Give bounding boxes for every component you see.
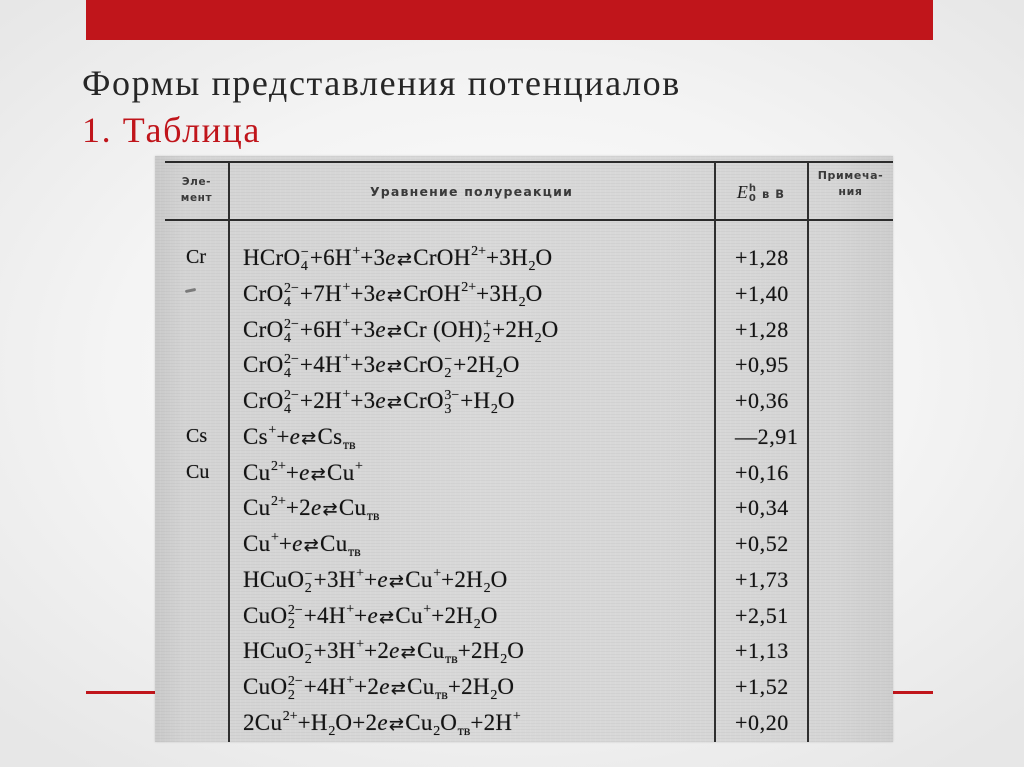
formula-subscript: 2 <box>495 366 503 382</box>
formula-text: +2H <box>492 316 535 342</box>
formula-subscript: 2 <box>433 723 441 739</box>
formula-superscript: 2+ <box>270 494 286 510</box>
header-notes <box>808 168 893 200</box>
formula-text: + <box>278 531 293 556</box>
formula-text: CrO <box>243 388 284 413</box>
formula-text: +2H <box>457 638 500 664</box>
formula-subscript: 2 <box>473 616 481 632</box>
potential-value: +0,34 <box>735 495 789 521</box>
formula-text: +3H <box>313 638 356 664</box>
equilibrium-arrow: ⇄ <box>386 356 403 378</box>
formula-text: Cu <box>243 495 271 521</box>
formula-subscript: 2 <box>287 616 295 632</box>
formula-text: O <box>525 280 543 306</box>
formula-text: CuO <box>243 602 288 628</box>
formula-superscript: 2+ <box>461 279 477 295</box>
formula-superscript: + <box>346 673 355 688</box>
formula-subscript: 2 <box>518 294 526 310</box>
formula-text: +H <box>297 709 328 735</box>
element-cell: Cr <box>186 246 206 268</box>
electron-symbol: e <box>389 638 400 664</box>
formula-subscript: 4 <box>284 402 292 417</box>
electron-symbol: e <box>375 388 386 413</box>
header-element-line-2: мент <box>180 192 213 204</box>
electron-symbol: e <box>289 423 301 449</box>
formula-text: Cs <box>243 423 268 449</box>
formula-subscript: 2 <box>528 259 536 274</box>
formula-text: +4H <box>303 602 346 628</box>
potential-value: +1,13 <box>735 638 789 664</box>
equation-cell <box>243 240 552 276</box>
formula-indices <box>305 639 313 667</box>
formula-superscript: 2− <box>287 674 303 689</box>
potential-symbol: E <box>736 182 748 202</box>
potential-value: +0,20 <box>735 709 789 735</box>
potential-value: +1,28 <box>735 316 789 342</box>
formula-superscript: 2− <box>287 602 303 618</box>
formula-text: CuO <box>243 674 288 699</box>
formula-subscript: 4 <box>284 366 292 382</box>
formula-text: O <box>440 709 458 735</box>
formula-indices <box>288 604 303 632</box>
equilibrium-arrow: ⇄ <box>400 642 417 664</box>
formula-text: O <box>497 388 515 413</box>
element-cell: Cu <box>186 460 210 483</box>
equation-cell <box>243 490 380 526</box>
formula-subscript: тв <box>457 723 471 739</box>
formula-text: O <box>480 602 498 628</box>
table-row <box>155 705 893 741</box>
formula-superscript: + <box>342 351 351 367</box>
formula-text: +6H <box>299 316 342 342</box>
formula-superscript: + <box>512 708 521 724</box>
formula-superscript: − <box>300 245 309 260</box>
formula-text: O <box>502 352 520 378</box>
formula-text: +2H <box>470 709 513 735</box>
formula-text: O+2 <box>335 709 378 735</box>
equilibrium-arrow: ⇄ <box>386 320 403 342</box>
table-row <box>155 240 893 276</box>
formula-text: Cu <box>243 459 271 485</box>
formula-text: +H <box>460 388 491 413</box>
formula-superscript: + <box>346 601 355 617</box>
formula-subscript: тв <box>348 545 361 560</box>
formula-text: +2H <box>299 388 342 413</box>
formula-indices <box>301 246 309 274</box>
formula-text: CrO <box>243 280 284 306</box>
formula-text: Cu <box>243 531 271 556</box>
formula-text: +2H <box>447 674 490 699</box>
formula-superscript: 2+ <box>471 244 487 259</box>
header-element-line-1: Эле- <box>181 176 212 188</box>
electron-symbol: e <box>375 316 386 342</box>
formula-text: Cu <box>405 709 433 735</box>
formula-indices <box>444 353 452 381</box>
equilibrium-arrow: ⇄ <box>303 535 320 556</box>
formula-text: Cr (OH) <box>403 316 483 342</box>
element-cell: Cs <box>186 424 208 447</box>
equilibrium-arrow: ⇄ <box>390 678 407 699</box>
formula-superscript: + <box>483 316 492 332</box>
formula-superscript: − <box>304 566 313 582</box>
formula-subscript: тв <box>342 437 356 453</box>
formula-superscript: 3− <box>444 388 460 403</box>
formula-indices <box>284 318 299 346</box>
formula-text: CrO <box>403 388 444 413</box>
formula-superscript: + <box>356 565 365 581</box>
equation-cell <box>243 419 356 455</box>
equation-cell <box>243 633 524 669</box>
formula-text: Cu <box>395 602 423 628</box>
formula-text: Cu <box>320 531 348 556</box>
formula-text: +3H <box>476 280 519 306</box>
electron-symbol: e <box>299 459 310 485</box>
formula-text: CrO <box>403 352 444 378</box>
formula-text: Cu <box>417 638 445 664</box>
potential-indices <box>749 184 756 204</box>
electron-symbol: e <box>385 245 396 270</box>
formula-text: +2H <box>431 602 474 628</box>
equilibrium-arrow: ⇄ <box>301 427 317 449</box>
formula-indices <box>444 389 459 417</box>
formula-text: + <box>285 459 300 485</box>
formula-superscript: 2− <box>284 280 299 296</box>
formula-text: +3 <box>360 245 386 270</box>
electron-symbol: e <box>377 709 388 735</box>
electron-symbol: e <box>310 495 322 521</box>
formula-text: +4H <box>299 352 342 378</box>
formula-subscript: 4 <box>300 259 308 274</box>
header-element <box>165 174 228 206</box>
formula-superscript: + <box>355 458 363 474</box>
formula-text: +3H <box>313 566 356 592</box>
formula-text: O <box>497 674 515 699</box>
formula-text: + <box>354 602 368 628</box>
formula-subscript: 2 <box>490 402 498 417</box>
table-row <box>155 562 893 598</box>
formula-indices <box>284 389 299 417</box>
formula-text: +2H <box>453 352 496 378</box>
formula-superscript: − <box>444 352 453 368</box>
formula-text: +2 <box>354 674 380 699</box>
formula-superscript: 2− <box>284 388 299 403</box>
top-accent-bar <box>86 0 933 40</box>
potential-value: +0,95 <box>735 352 789 378</box>
equation-cell <box>243 347 520 383</box>
electron-symbol: e <box>292 531 303 556</box>
formula-text: +4H <box>303 674 346 699</box>
formula-subscript: 2 <box>483 330 491 346</box>
equation-cell <box>243 598 498 634</box>
formula-subscript: 3 <box>444 402 452 417</box>
formula-text: HCrO <box>243 245 301 270</box>
formula-text: O <box>507 638 525 664</box>
formula-superscript: + <box>433 565 442 581</box>
formula-superscript: + <box>342 279 351 295</box>
equation-cell <box>243 669 514 705</box>
potential-value: +1,73 <box>735 566 789 592</box>
equilibrium-arrow: ⇄ <box>388 570 405 592</box>
formula-superscript: + <box>270 530 279 545</box>
electron-symbol: e <box>367 602 378 628</box>
formula-text: HCuO <box>243 638 305 664</box>
equation-cell <box>243 526 361 562</box>
potential-value: +0,36 <box>735 388 789 413</box>
formula-text: CrO <box>243 316 284 342</box>
formula-text: +3 <box>350 388 376 413</box>
formula-text: CrOH <box>413 245 471 270</box>
formula-text: +3 <box>350 352 376 378</box>
electron-symbol: e <box>375 352 386 378</box>
table-row <box>155 312 893 348</box>
formula-text: +2H <box>441 566 484 592</box>
equation-cell <box>243 312 559 348</box>
potential-value: +0,52 <box>735 531 789 556</box>
scanned-table-image <box>155 156 893 742</box>
potential-superscript: h <box>748 183 757 194</box>
formula-subscript: 2 <box>304 580 312 596</box>
formula-subscript: 4 <box>284 294 292 310</box>
formula-indices <box>284 353 299 381</box>
table-top-rule <box>165 161 893 163</box>
equilibrium-arrow: ⇄ <box>396 249 413 270</box>
formula-indices <box>284 282 299 310</box>
formula-superscript: − <box>304 638 313 654</box>
formula-text: Cu <box>405 566 433 592</box>
formula-text: + <box>364 566 378 592</box>
potential-value: +1,40 <box>735 280 789 306</box>
formula-superscript: 2− <box>284 316 299 332</box>
table-row <box>155 347 893 383</box>
table-row <box>155 526 893 562</box>
formula-text: CrO <box>243 352 284 378</box>
formula-subscript: 2 <box>444 366 452 382</box>
formula-text: Cs <box>317 423 343 449</box>
table-row <box>155 669 893 705</box>
formula-text: Cu <box>327 459 355 485</box>
potential-unit: в В <box>762 187 786 201</box>
table-row <box>155 490 893 526</box>
potential-value: +1,28 <box>735 245 789 270</box>
electron-symbol: e <box>377 566 388 592</box>
header-notes-line-1: Примеча- <box>817 169 884 182</box>
formula-text: +3 <box>350 280 376 306</box>
formula-text: O <box>490 566 508 592</box>
table-row <box>155 276 893 312</box>
formula-superscript: + <box>342 315 351 331</box>
formula-text: Cu <box>338 495 367 521</box>
slide-subtitle: 1. Таблица <box>82 110 261 150</box>
table-row <box>155 419 893 455</box>
header-equation: Уравнение полуреакции <box>369 184 574 199</box>
formula-text: CrOH <box>403 280 461 306</box>
formula-subscript: 2 <box>328 723 336 739</box>
electron-symbol: e <box>375 280 386 306</box>
formula-text: HCuO <box>243 566 305 592</box>
formula-superscript: + <box>423 601 432 617</box>
table-row <box>155 383 893 419</box>
equilibrium-arrow: ⇄ <box>310 463 327 485</box>
formula-subscript: тв <box>366 509 380 525</box>
header-potential <box>715 178 807 206</box>
formula-text: O <box>535 245 553 270</box>
formula-indices <box>288 675 303 703</box>
formula-text: O <box>541 316 559 342</box>
formula-indices <box>305 568 313 596</box>
potential-value: +2,51 <box>735 602 789 628</box>
formula-superscript: + <box>356 637 365 653</box>
table-body <box>155 240 893 741</box>
formula-text: +7H <box>299 280 342 306</box>
equation-cell <box>243 383 515 419</box>
formula-text: +6H <box>309 245 352 270</box>
equation-cell <box>243 276 543 312</box>
formula-superscript: 2− <box>284 352 299 368</box>
equilibrium-arrow: ⇄ <box>378 606 395 628</box>
potential-subscript: 0 <box>748 193 756 204</box>
formula-text: +3H <box>486 245 529 270</box>
formula-text: Cu <box>407 674 435 699</box>
formula-text: 2Cu <box>243 709 283 735</box>
formula-superscript: + <box>352 244 361 259</box>
equation-cell <box>243 705 521 741</box>
formula-subscript: 2 <box>304 652 312 668</box>
formula-text: +3 <box>350 316 376 342</box>
header-notes-line-2: ния <box>838 185 863 198</box>
equilibrium-arrow: ⇄ <box>386 392 403 413</box>
formula-indices <box>483 318 491 346</box>
formula-text: +2 <box>364 638 390 664</box>
equilibrium-arrow: ⇄ <box>388 713 405 735</box>
formula-superscript: 2+ <box>282 708 298 724</box>
slide-title: Формы представления потенциалов <box>82 63 681 103</box>
potential-value: +1,52 <box>735 674 789 699</box>
formula-subscript: 2 <box>287 688 295 703</box>
table-row <box>155 455 893 491</box>
equation-cell <box>243 562 508 598</box>
equation-cell <box>243 455 363 491</box>
table-header-rule <box>165 219 893 221</box>
formula-subscript: 4 <box>284 330 292 346</box>
formula-text: + <box>276 423 290 449</box>
formula-superscript: + <box>268 422 277 438</box>
electron-symbol: e <box>379 674 390 699</box>
formula-superscript: 2+ <box>270 458 286 474</box>
formula-subscript: 2 <box>500 652 508 668</box>
formula-text: +2 <box>285 495 311 521</box>
potential-value: +0,16 <box>735 459 789 485</box>
equilibrium-arrow: ⇄ <box>322 499 338 521</box>
table-row <box>155 633 893 669</box>
equilibrium-arrow: ⇄ <box>386 284 403 306</box>
formula-superscript: + <box>342 387 351 402</box>
potential-value: —2,91 <box>735 423 799 449</box>
formula-subscript: тв <box>435 688 448 703</box>
formula-subscript: тв <box>445 652 458 668</box>
table-row <box>155 598 893 634</box>
formula-subscript: 2 <box>534 330 542 346</box>
formula-subscript: 2 <box>483 580 491 596</box>
formula-subscript: 2 <box>490 688 498 703</box>
